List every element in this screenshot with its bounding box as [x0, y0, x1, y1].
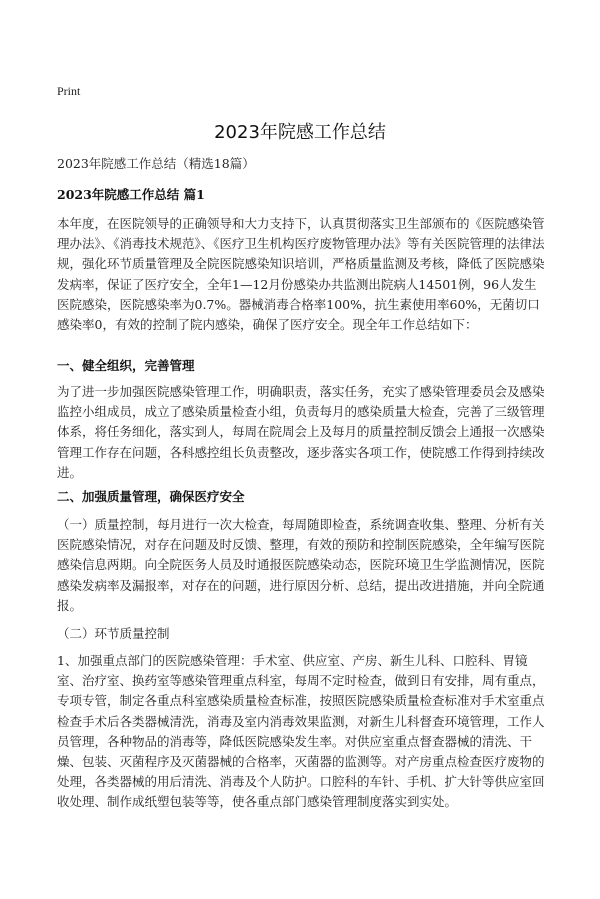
print-link[interactable]: Print [57, 84, 81, 98]
intro-paragraph: 本年度，在医院领导的正确领导和大力支持下，认真贯彻落实卫生部颁布的《医院感染管理办法》、《消毒技术规范》、《医疗卫生机构医疗废物管理办法》等有关医院管理的法律法规，强化环节质量管理及全院医院感染知识培训，严格质量监测及考核，降低了医院感染发病率，保证了医疗安全，全年1—12月份感染办共监测出院病人14501例，96人发生医院感染，医院感染率为0.7%。器械消毒合格率100%，抗生素使用率60%，无菌切口感染率0，有效的控制了院内感染，确保了医疗安全。现全年工作总结如下： [57, 216, 545, 333]
section-2-subheading: （二）环节质量控制 [57, 626, 170, 641]
section-1-paragraph: 为了进一步加强医院感染管理工作，明确职责，落实任务，充实了感染管理委员会及感染监控小组成员，成立了感染质量检查小组，负责每月的感染质量大检查，完善了三级管理体系，将任务细化，落实到人，每周在院周会上及每月的质量控制反馈会上通报一次感染管理工作存在问题，各科感控组长负责整改，逐步落实各项工作，使院感工作得到持续改进。 [57, 384, 545, 480]
section-1-heading: 一、健全组织，完善管理 [57, 358, 195, 373]
section-2-sub-paragraph: 1、加强重点部门的医院感染管理：手术室、供应室、产房、新生儿科、口腔科、胃镜室、治疗室、换药室等感染管理重点科室，每周不定时检查，做到日有安排，周有重点，专项专管，制定各重点科室感染质量检查标准，按照医院感染质量检查标准对手术室重点检查手术后各类器械清洗，消毒及室内消毒效果监测，对新生儿科督查环境管理，工作人员管理，各种物品的消毒等，降低医院感染发生率。对供应室重点督查器械的清洗、干燥、包装、灭菌程序及灭菌器械的合格率，灭菌器的监测等。对产房重点检查医疗废物的处理，各类器械的用后清洗、消毒及个人防护。口腔科的车针、手机、扩大针等供应室回收处理、制作成纸塑包装等等，使各重点部门感染管理制度落实到实处。 [57, 653, 545, 810]
section-2-heading: 二、加强质量管理，确保医疗安全 [57, 489, 245, 504]
document-title: 2023年院感工作总结 [214, 122, 386, 143]
document-subtitle: 2023年院感工作总结（精选18篇） [57, 156, 255, 171]
part-heading: 2023年院感工作总结 篇1 [57, 187, 205, 202]
section-2-paragraph: （一）质量控制，每月进行一次大检查，每周随即检查，系统调查收集、整理、分析有关医院感染情况，对存在问题及时反馈、整理，有效的预防和控制医院感染，全年编写医院感染信息两期。向全院医务人员及时通报医院感染动态，医院环境卫生学监测情况，医院感染发病率及漏报率，对存在的问题，进行原因分析、总结，提出改进措施，并向全院通报。 [57, 517, 545, 613]
